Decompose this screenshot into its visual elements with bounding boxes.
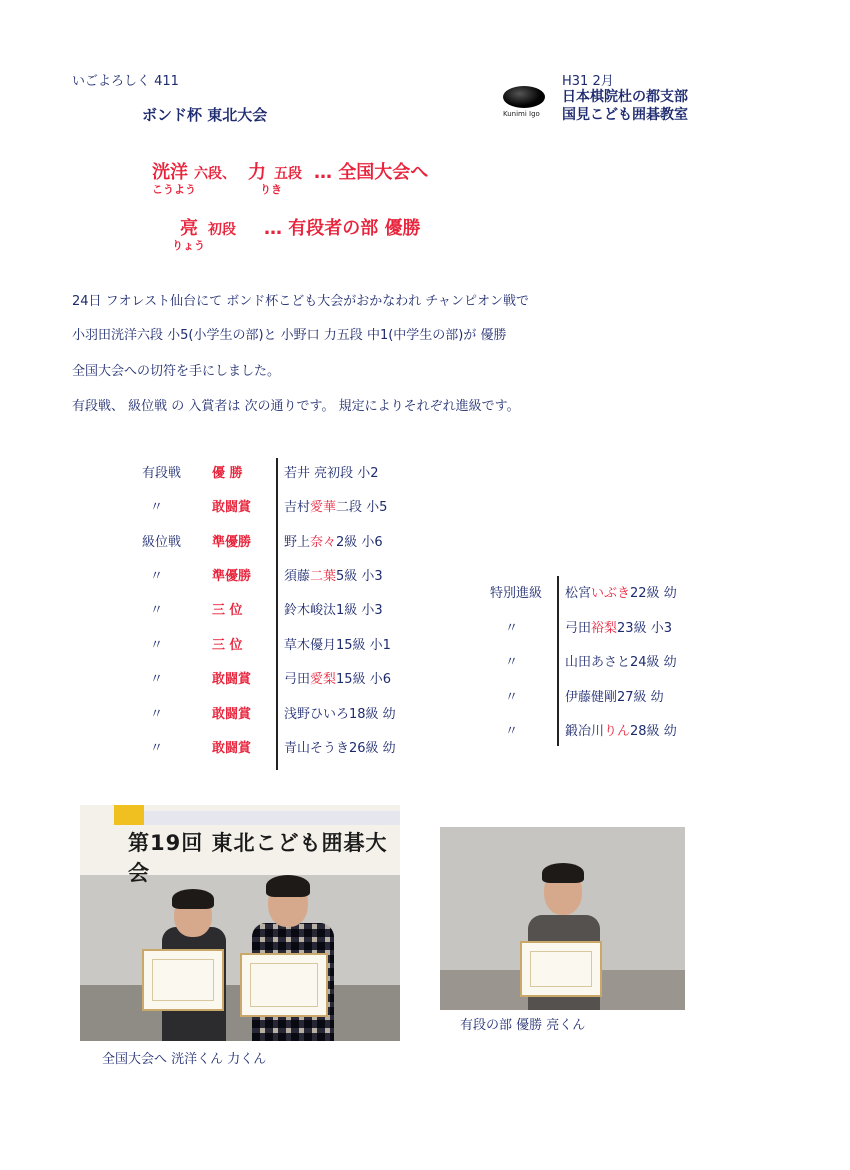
photo2-caption: 有段の部 優勝 亮くん xyxy=(460,1018,586,1033)
photo-dan-champion xyxy=(440,827,685,1010)
class-name: 国見こども囲碁教室 xyxy=(562,107,688,123)
special-divider xyxy=(557,576,559,746)
result-player: 須藤二葉5級 小3 xyxy=(284,569,383,584)
result-award: 三 位 xyxy=(212,603,243,618)
body-line-4: 有段戦、 級位戦 の 入賞者は 次の通りです。 規定によりそれぞれ進級です。 xyxy=(72,399,520,414)
result-award: 準優勝 xyxy=(212,569,252,584)
ruby-ryou: りょう xyxy=(172,239,205,252)
headline-tail-2: … 有段者の部 優勝 xyxy=(264,218,421,239)
body-line-2: 小羽田洸洋六段 小5(小学生の部)と 小野口 力五段 中1(中学生の部)が 優勝 xyxy=(72,328,507,343)
body-line-1: 24日 フオレスト仙台にて ボンド杯こども大会がおかなわれ チャンピオン戦で xyxy=(72,294,530,309)
result-player: 若井 亮初段 小2 xyxy=(284,466,379,481)
result-award: 敢闘賞 xyxy=(212,672,252,687)
result-award: 準優勝 xyxy=(212,535,252,550)
page-title: ボンド杯 東北大会 xyxy=(142,106,268,124)
result-player: 浅野ひいろ18級 幼 xyxy=(284,707,396,722)
body-line-3: 全国大会への切符を手にしました。 xyxy=(72,364,281,379)
photo1-caption: 全国大会へ 洸洋くん 力くん xyxy=(102,1052,267,1067)
result-award: 優 勝 xyxy=(212,466,243,481)
result-player: 野上奈々2級 小6 xyxy=(284,535,383,550)
headline-name-2: 力 xyxy=(248,162,266,183)
result-player: 草木優月15級 小1 xyxy=(284,638,391,653)
result-category: 級位戦 xyxy=(142,535,182,550)
results-divider xyxy=(276,458,278,770)
result-category: 有段戦 xyxy=(142,466,182,481)
headline-tail-1: … 全国大会へ xyxy=(314,162,429,183)
special-player: 伊藤健剛27級 幼 xyxy=(565,690,664,705)
result-category: 〃 xyxy=(150,707,164,722)
headline-rank-1: 六段、 xyxy=(194,166,236,182)
result-category: 〃 xyxy=(150,500,164,515)
result-award: 敢闘賞 xyxy=(212,741,252,756)
issue-date: H31 2月 xyxy=(562,74,614,89)
headline-rank-2: 五段 xyxy=(274,166,302,182)
headline-rank-3: 初段 xyxy=(208,222,236,238)
result-award: 敢闘賞 xyxy=(212,707,252,722)
logo-text: Kunimi Igo xyxy=(503,110,540,118)
result-category: 〃 xyxy=(150,569,164,584)
result-player: 吉村愛華二段 小5 xyxy=(284,500,388,515)
special-category: 特別進級 xyxy=(490,586,543,601)
headline-name-3: 亮 xyxy=(180,218,198,239)
special-category: 〃 xyxy=(505,724,519,739)
result-category: 〃 xyxy=(150,672,164,687)
issue-number: いごよろしく 411 xyxy=(72,74,179,89)
special-player: 弓田裕梨23級 小3 xyxy=(565,621,672,636)
go-stone-logo-icon xyxy=(503,86,545,108)
result-award: 敢闘賞 xyxy=(212,500,252,515)
result-award: 三 位 xyxy=(212,638,243,653)
result-player: 弓田愛梨15級 小6 xyxy=(284,672,391,687)
special-player: 松宮いぶき22級 幼 xyxy=(565,586,677,601)
ruby-kouyou: こうよう xyxy=(152,183,196,196)
photo-national-qualifiers xyxy=(80,805,400,1041)
special-category: 〃 xyxy=(505,690,519,705)
banner-title: 第19回 東北こども囲碁大会 xyxy=(128,831,388,885)
special-category: 〃 xyxy=(505,621,519,636)
special-player: 鍛冶川りん28級 幼 xyxy=(565,724,677,739)
result-player: 鈴木峻汰1級 小3 xyxy=(284,603,383,618)
result-category: 〃 xyxy=(150,741,164,756)
result-player: 青山そうき26級 幼 xyxy=(284,741,396,756)
special-player: 山田あさと24級 幼 xyxy=(565,655,677,670)
result-category: 〃 xyxy=(150,638,164,653)
org-name: 日本棋院杜の都支部 xyxy=(562,89,688,105)
headline-champion xyxy=(180,214,421,240)
headline-name-1: 洸洋 xyxy=(152,162,188,183)
ruby-riki: りき xyxy=(260,183,282,196)
special-category: 〃 xyxy=(505,655,519,670)
result-category: 〃 xyxy=(150,603,164,618)
